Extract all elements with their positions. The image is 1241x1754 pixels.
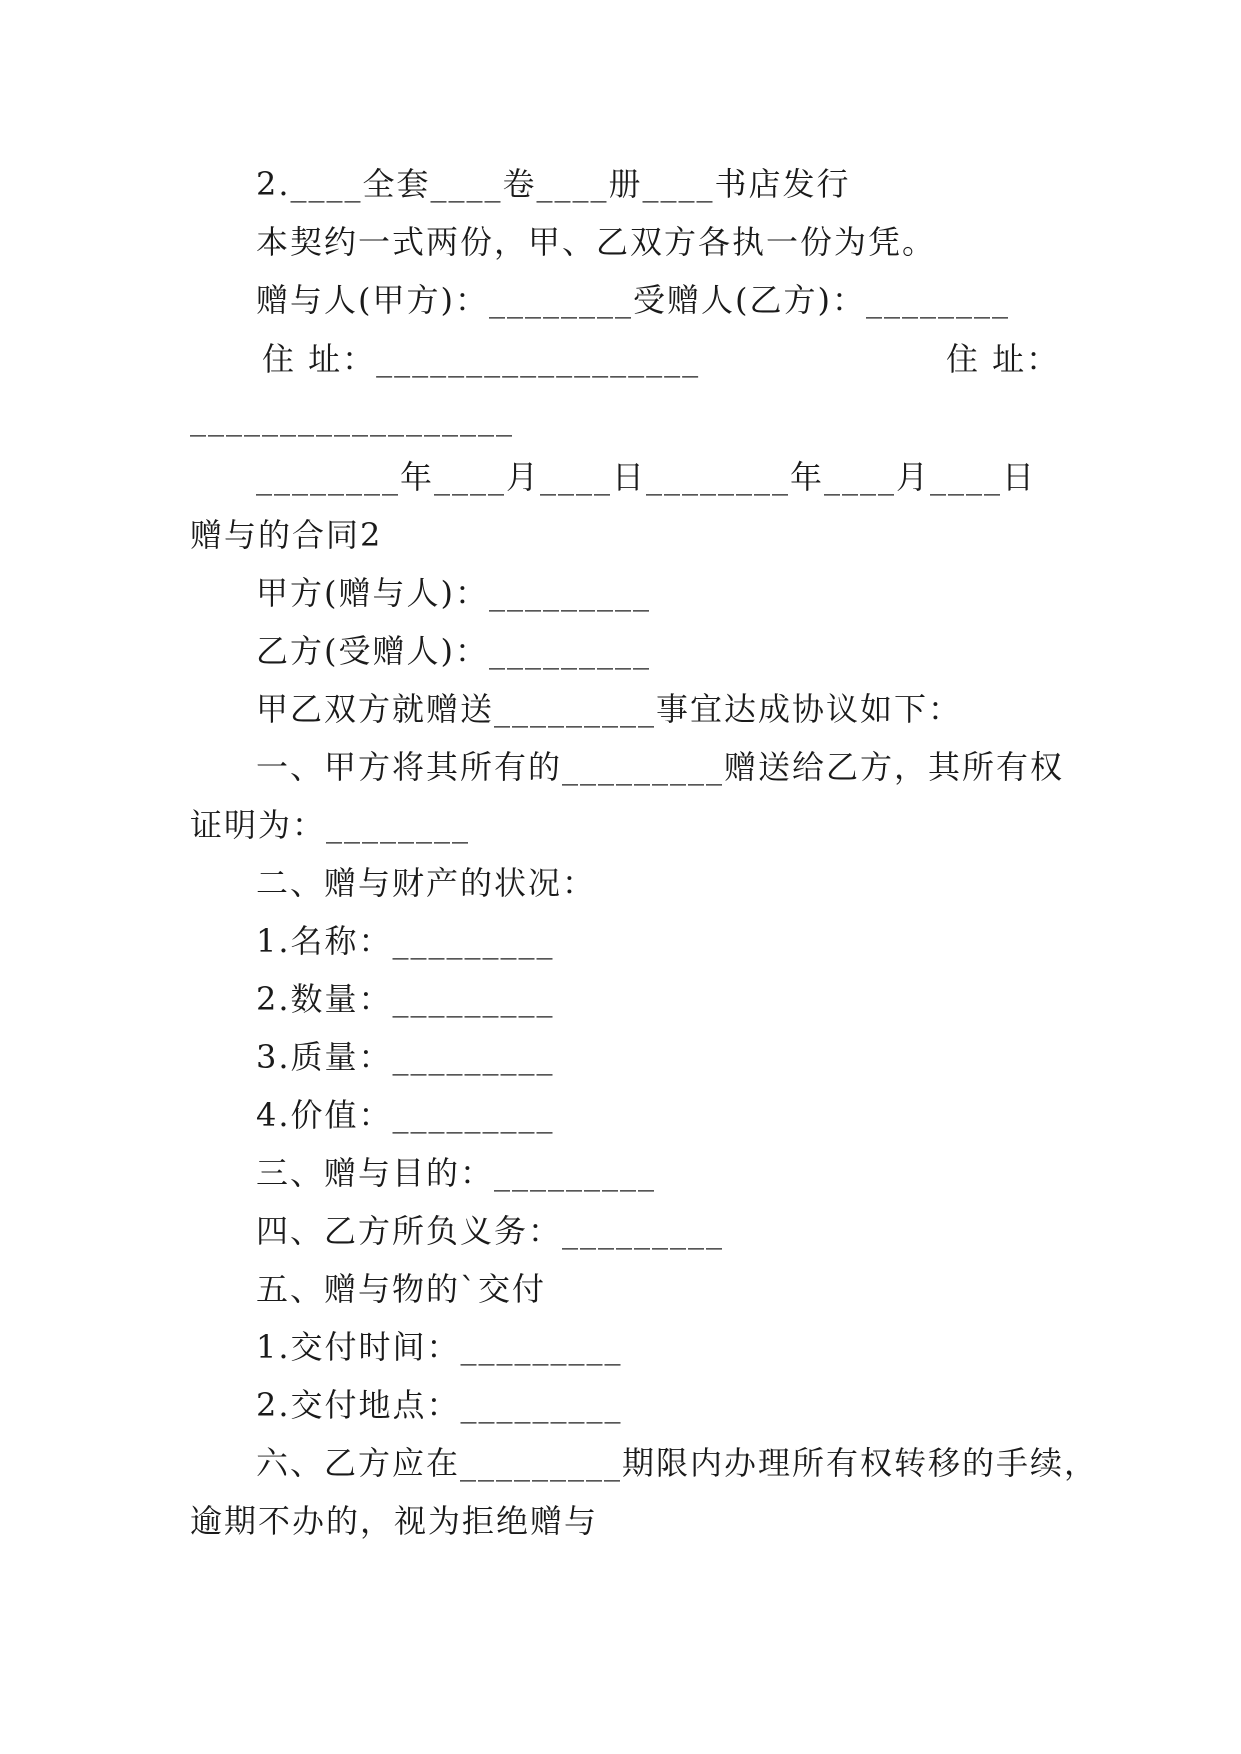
party-b-line: 乙方(受赠人)：_________ <box>256 632 651 670</box>
clause-1-continued: 证明为：________ <box>190 806 471 844</box>
property-value: 4.价值：_________ <box>256 1096 555 1134</box>
property-name: 1.名称：_________ <box>256 922 555 960</box>
line-1-book-publish: 2.____全套____卷____册____书店发行 <box>256 165 851 203</box>
line-6-dates: ________年____月____日________年____月____日 <box>256 458 1037 496</box>
clause-6-continued: 逾期不办的，视为拒绝赠与 <box>190 1502 599 1540</box>
line-3-donor-recipient: 赠与人(甲方)：________受赠人(乙方)：________ <box>256 281 1010 319</box>
clause-1: 一、甲方将其所有的_________赠送给乙方，其所有权 <box>256 748 1065 786</box>
line-4-address-left: 住 址：__________________ <box>262 340 701 378</box>
agreement-intro: 甲乙双方就赠送_________事宜达成协议如下： <box>256 690 963 728</box>
clause-2-heading: 二、赠与财产的状况： <box>256 864 597 902</box>
delivery-place: 2.交付地点：_________ <box>256 1386 623 1424</box>
line-2-copies: 本契约一式两份，甲、乙双方各执一份为凭。 <box>256 223 937 261</box>
party-a-line: 甲方(赠与人)：_________ <box>256 574 651 612</box>
delivery-time: 1.交付时间：_________ <box>256 1328 623 1366</box>
line-5-address-blank: __________________ <box>190 399 514 437</box>
property-quality: 3.质量：_________ <box>256 1038 555 1076</box>
clause-3-purpose: 三、赠与目的：_________ <box>256 1154 657 1192</box>
line-4-address-right: 住 址： <box>946 340 1061 378</box>
clause-6-transfer: 六、乙方应在_________期限内办理所有权转移的手续， <box>256 1444 1099 1482</box>
clause-4-obligations: 四、乙方所负义务：_________ <box>256 1212 725 1250</box>
property-quantity: 2.数量：_________ <box>256 980 555 1018</box>
section-title: 赠与的合同2 <box>190 516 383 554</box>
clause-5-delivery: 五、赠与物的`交付 <box>256 1270 547 1308</box>
